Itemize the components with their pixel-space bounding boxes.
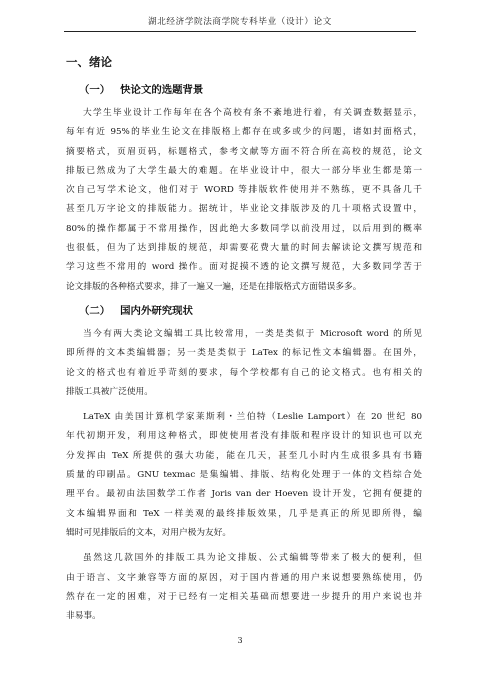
text-line: 非易事。 [66, 611, 101, 622]
subsection-heading [66, 82, 422, 98]
text-line: 排版已然成为了大学生最大的难题。在毕业设计中，很大一部分毕业生都是第一 [66, 165, 422, 176]
text-line: 虽然这几款国外的排版工具为论文排版、公式编辑等带来了极大的便利，但 [83, 553, 422, 564]
text-line: 次自己写学术论文，他们对于 WORD 等排版软件使用并不熟练，更不具备几千 [66, 185, 422, 196]
text-line: 辑时可见排版后的文本，对用户极为友好。 [66, 527, 232, 538]
page-number: 3 [237, 636, 243, 645]
section-heading: 一、绪论 [66, 55, 112, 69]
text-line: 然存在一定的困难，对于已经有一定相关基础而想要进一步提升的用户来说也并 [66, 591, 422, 602]
subsection-number: （一） [79, 84, 111, 96]
subsection-heading [66, 303, 422, 319]
page-content [66, 54, 422, 632]
subsection-number: （二） [79, 304, 111, 317]
text-line: 由于语言、文字兼容等方面的原因，对于国内普通的用户来说想要熟练使用，仍 [66, 572, 422, 583]
paragraph [66, 408, 422, 543]
subsection-title: 快论文的选题背景 [120, 84, 204, 96]
text-line: 即所得的文本类编辑器；另一类是类似于 LaTex 的标记性文本编辑器。在国外， [66, 348, 422, 359]
text-line: 论文的格式也有着近乎苛刻的要求，每个学校都有自己的论文格式。也有相关的 [66, 367, 422, 378]
paragraph [66, 549, 422, 626]
subsection-title: 国内外研究现状 [120, 304, 193, 317]
paragraph [66, 325, 422, 402]
text-line: 80%的操作都属于不常用操作，因此绝大多数同学以前没用过，以后用到的概率 [66, 223, 422, 234]
subsections-container [66, 82, 422, 626]
text-line: 大学生毕业设计工作每年在各个高校有条不紊地进行着，有关调查数据显示， [83, 108, 422, 118]
text-line: 理平台。最初由法国数学工作者 Joris van der Hoeven 设计开发，它拥有便捷的 [66, 489, 422, 500]
header-rule [64, 31, 416, 32]
text-line: 分发挥由 TeX 所提供的强大功能，能在几天，甚至几小时内生成很多具有书籍 [66, 450, 422, 461]
text-line: 质量的印刷品。GNU texmac 是集编辑、排版、结构化处理于一体的文档综合处 [66, 470, 422, 481]
paragraph [66, 104, 422, 297]
text-line: 学习这些不常用的 word 操作。面对捉摸不透的论文撰写规范，大多数同学苦于 [66, 262, 422, 273]
text-line: 甚至几万字论文的排版能力。据统计，毕业论文排版涉及的几十项格式设置中， [66, 204, 422, 215]
text-line: 年代初期开发，利用这种格式，即使使用者没有排版和程序设计的知识也可以充 [66, 431, 422, 442]
text-line: 每年有近 95%的毕业生论文在排版格上都存在或多或少的问题，诸如封面格式， [66, 127, 422, 138]
text-line: 摘要格式，页眉页码，标题格式，参考文献等方面不符合所在高校的规范，论文 [66, 146, 422, 157]
text-line: 文本编辑界面和 TeX 一样美观的最终排版效果，几乎是真正的所见即所得，编 [66, 508, 422, 519]
text-line: 当今有两大类论文编辑工具比较常用，一类是类似于 Microsoft word 的所见 [83, 328, 422, 339]
text-line: LaTeX 由美国计算机学家莱斯利・兰伯特（Leslie Lamport）在 20 世纪 80 [83, 412, 422, 423]
text-line: 排版工具被广泛使用。 [66, 386, 153, 397]
text-line: 也很低，但为了达到排版的规范，却需要花费大量的时间去解读论文撰写规范和 [66, 243, 422, 254]
running-header: 湖北经济学院法商学院专科毕业（设计）论文 [148, 17, 332, 27]
text-line: 论文排版的各种格式要求，排了一遍又一遍，还是在排版格式方面错误多多。 [66, 281, 362, 292]
